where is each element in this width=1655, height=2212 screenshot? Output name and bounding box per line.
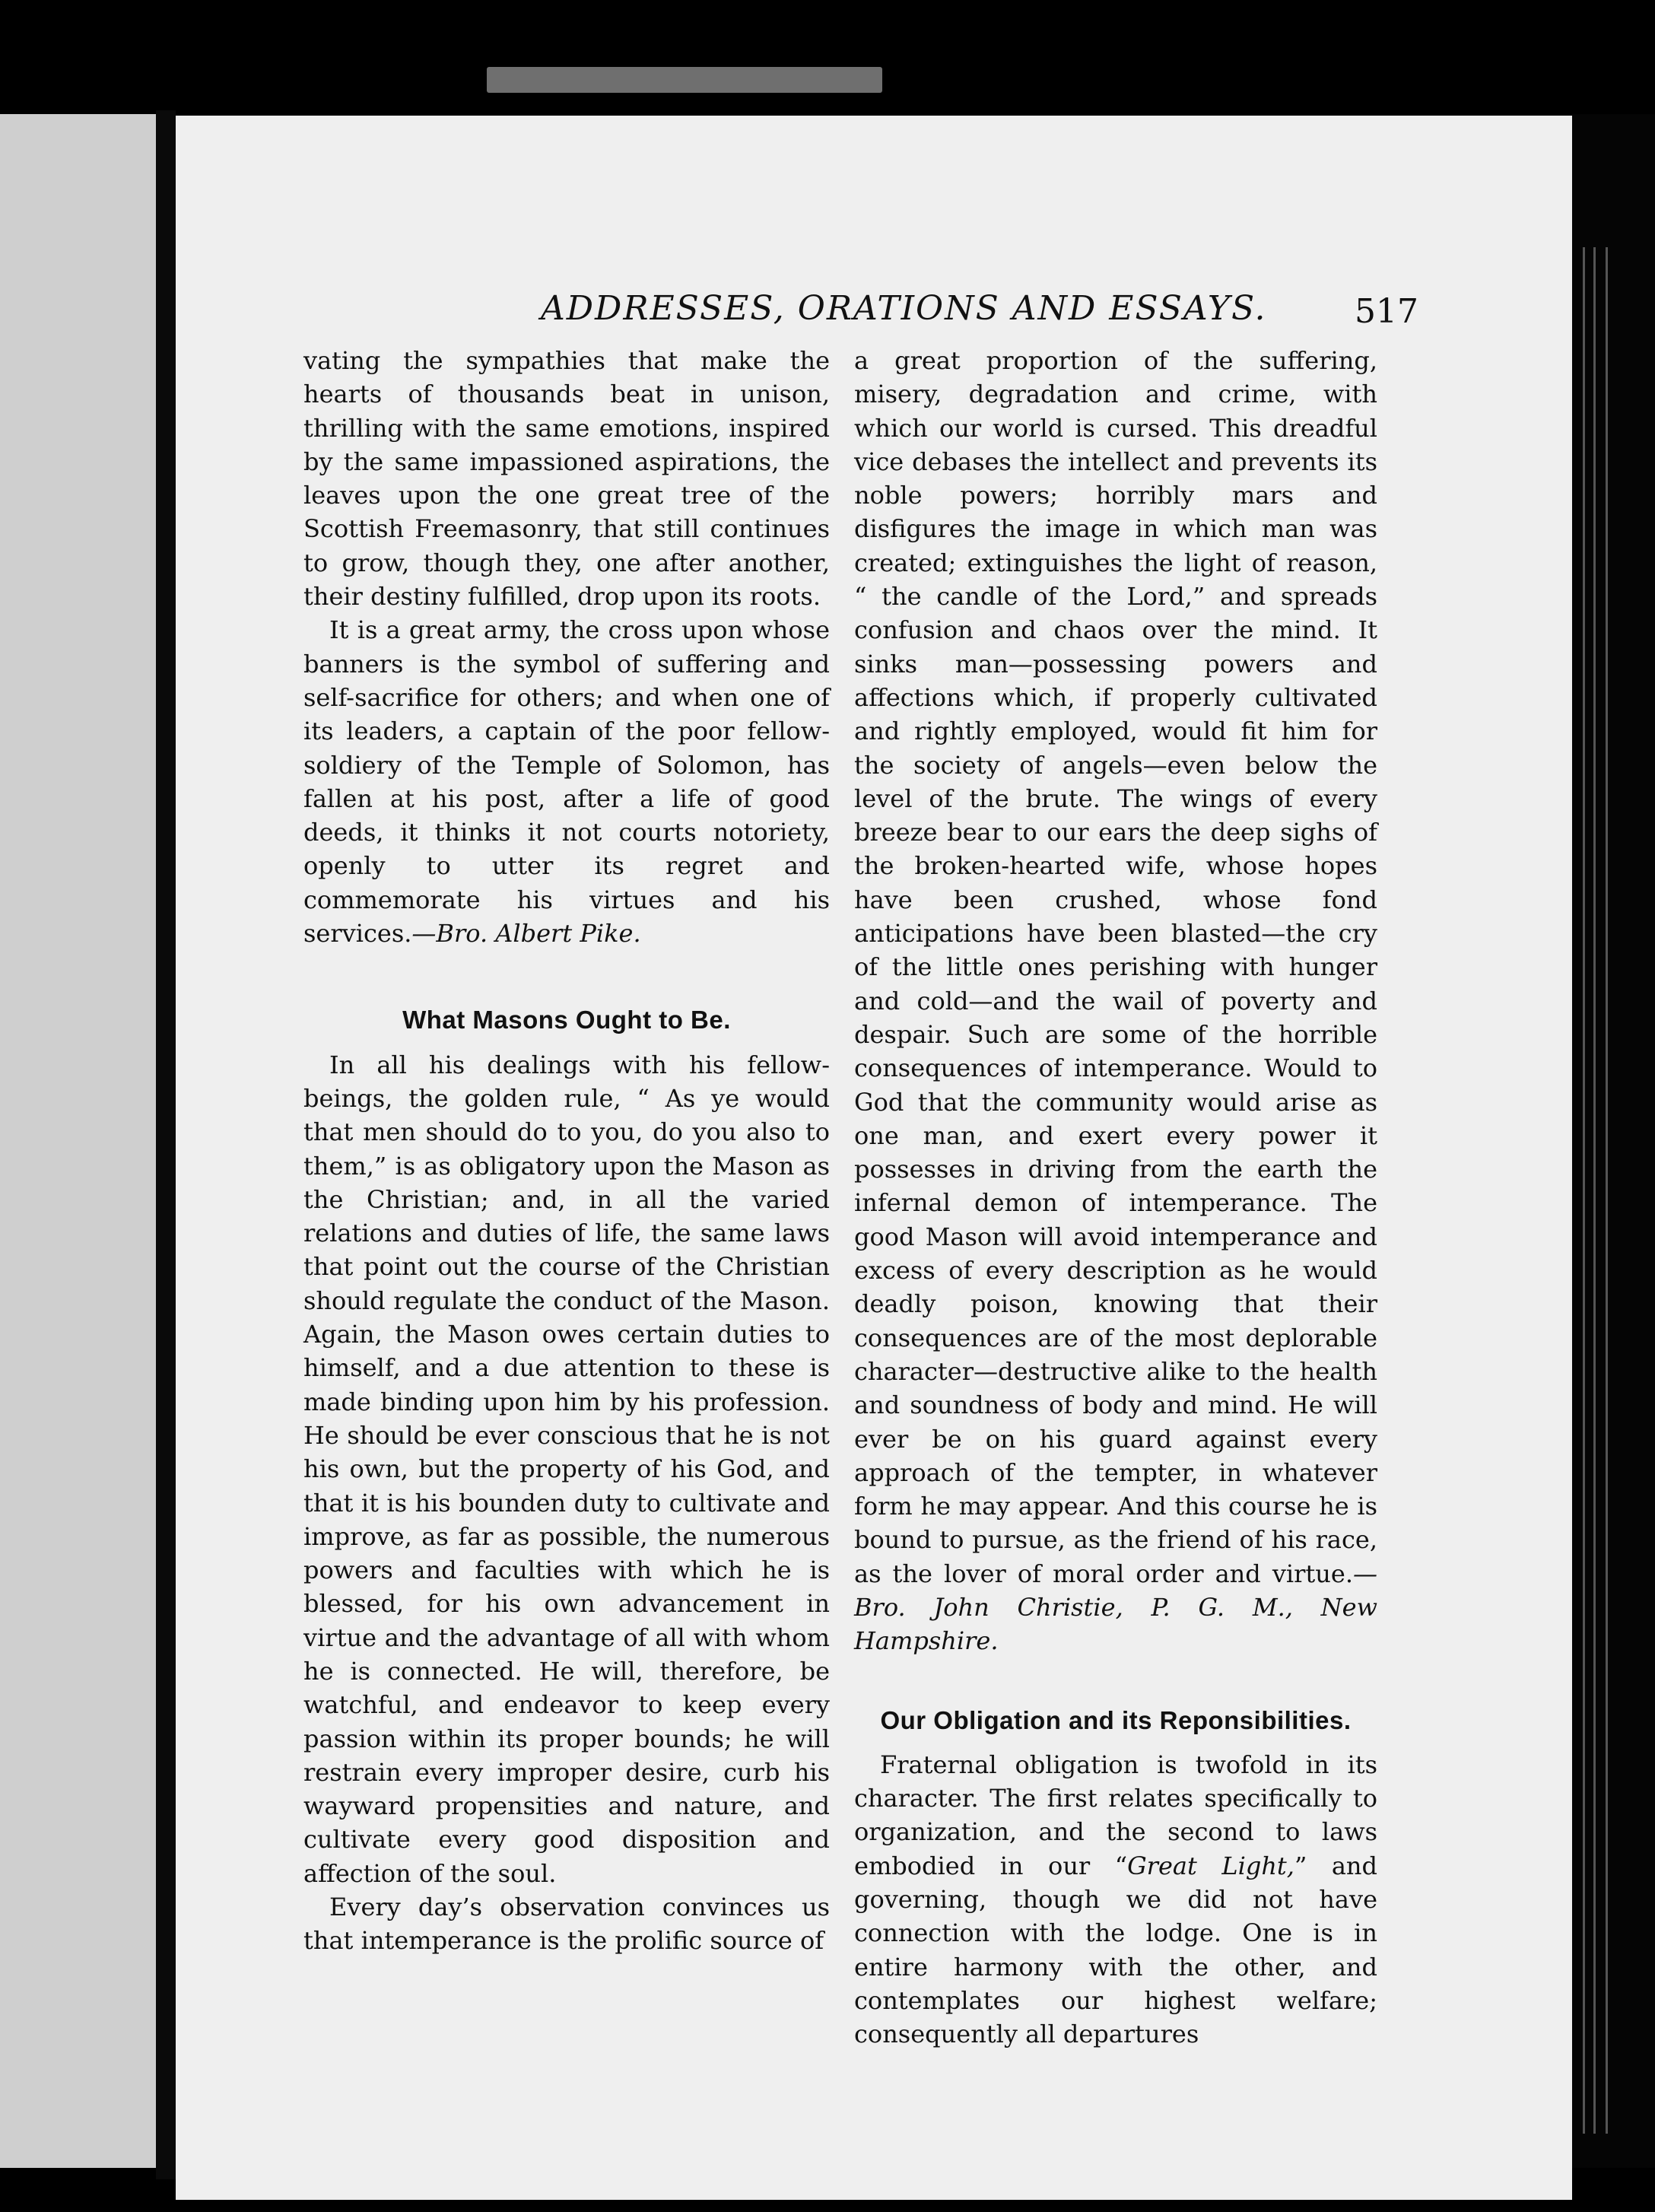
left-column xyxy=(303,344,830,1958)
paragraph-text: It is a great army, the cross upon whose banners is the symbol of suffering and self-sacrifice for others; and when one of its leaders, a captain of the poor fellow-soldiery of the Temple of Solomon, has fallen at his post, after a life of good deeds, it thinks it not courts notoriety, openly to utter its regret and commemorate his virtues and his services. xyxy=(303,615,830,949)
attribution: —Bro. Albert Pike. xyxy=(411,919,641,949)
paragraph: Every day’s observation convinces us that intemperance is the prolific source of xyxy=(303,1893,830,1956)
paragraph: In all his dealings with his fellow-beings, the golden rule, “ As ye would that men should do to you, do you also to them,” is as obligatory upon the Mason as the Christian; and, in all the varied relations and duties of life, the same laws that point out the course of the Christian should regulate the conduct of the Mason. Again, the Mason owes certain duties to himself, and a due attention to these is made binding upon him by his profession. He should be ever conscious that he is not his own, but the property of his God, and that it is his bounden duty to cultivate and improve, as far as possible, the numerous powers and faculties with which he is blessed, for his own advancement in virtue and the advantage of all with whom he is connected. He will, therefore, be watchful, and endeavor to keep every passion within its proper bounds; he will restrain every improper desire, curb his wayward propensities and nature, and cultivate every good disposition and affection of the soul. xyxy=(303,1050,830,1888)
scan-artifact xyxy=(487,67,882,93)
paragraph: vating the sympathies that make the hearts of thousands beat in unison, thrilling with the same emotions, inspired by the same impassioned aspirations, the leaves upon the one great tree of the Scottish Freemasonry, that still continues to grow, though they, one after another, their destiny fulfilled, drop upon its roots. xyxy=(303,346,830,612)
paragraph xyxy=(303,613,830,950)
adjacent-page-edge xyxy=(0,114,156,2168)
binding-line xyxy=(1593,247,1596,2134)
paragraph-text: Fraternal obligation is twofold in its character. The first relates specifically to organization, and the second to laws embodied in our “ xyxy=(854,1750,1377,1880)
paragraph xyxy=(854,344,1377,1658)
page-gutter-shadow xyxy=(156,110,176,2179)
paragraph-text: ” and governing, though we did not have connection with the lodge. One is in entire harmony with the other, and contemplates our highest welfare; consequently all departures xyxy=(854,1851,1377,2049)
section-heading: Our Obligation and its Reponsibilities. xyxy=(880,1705,1352,1734)
attribution: —Bro. John Christie, P. G. M., New Hampshire. xyxy=(854,1559,1377,1656)
right-column xyxy=(854,344,1377,2052)
section-heading: What Masons Ought to Be. xyxy=(402,1006,731,1034)
page-number: 517 xyxy=(1355,292,1418,331)
quoted-title: Great Light, xyxy=(1127,1851,1294,1880)
binding-line xyxy=(1606,247,1608,2134)
running-head: ADDRESSES, ORATIONS AND ESSAYS. xyxy=(541,289,1267,328)
paragraph-text: a great proportion of the suffering, misery, degradation and crime, with which our world is cursed. This dreadful vice debases the intellect and prevents its noble powers; horribly mars and disfigures the image in which man was created; extinguishes the light of reason, “ the candle of the Lord,” and spreads confusion and chaos over the mind. It sinks man—possessing powers and affections which, if properly cultivated and rightly employed, would fit him for the society of angels—even below the level of the brute. The wings of every breeze bear to our ears the deep sighs of the broken-hearted wife, whose hopes have been crushed, whose fond anticipations have been blasted—the cry of the little ones perishing with hunger and cold—and the wail of poverty and despair. Such are some of the horrible consequences of intemperance. Would to God that the community would arise as one man, and exert every power it possesses in driving from the earth the infernal demon of intemperance. The good Mason will avoid intemperance and excess of every description as he would deadly poison, knowing that their consequences are of the most deplorable character—destructive alike to the health and soundness of body and mind. He will ever be on his guard against every approach of the tempter, in whatever form he may appear. And this course he is bound to pursue, as the friend of his race, as the lover of moral order and virtue. xyxy=(854,346,1377,1588)
book-binding-edge xyxy=(1572,114,1655,2168)
book-page xyxy=(176,116,1572,2200)
binding-line xyxy=(1583,247,1585,2134)
paragraph xyxy=(854,1748,1377,2052)
